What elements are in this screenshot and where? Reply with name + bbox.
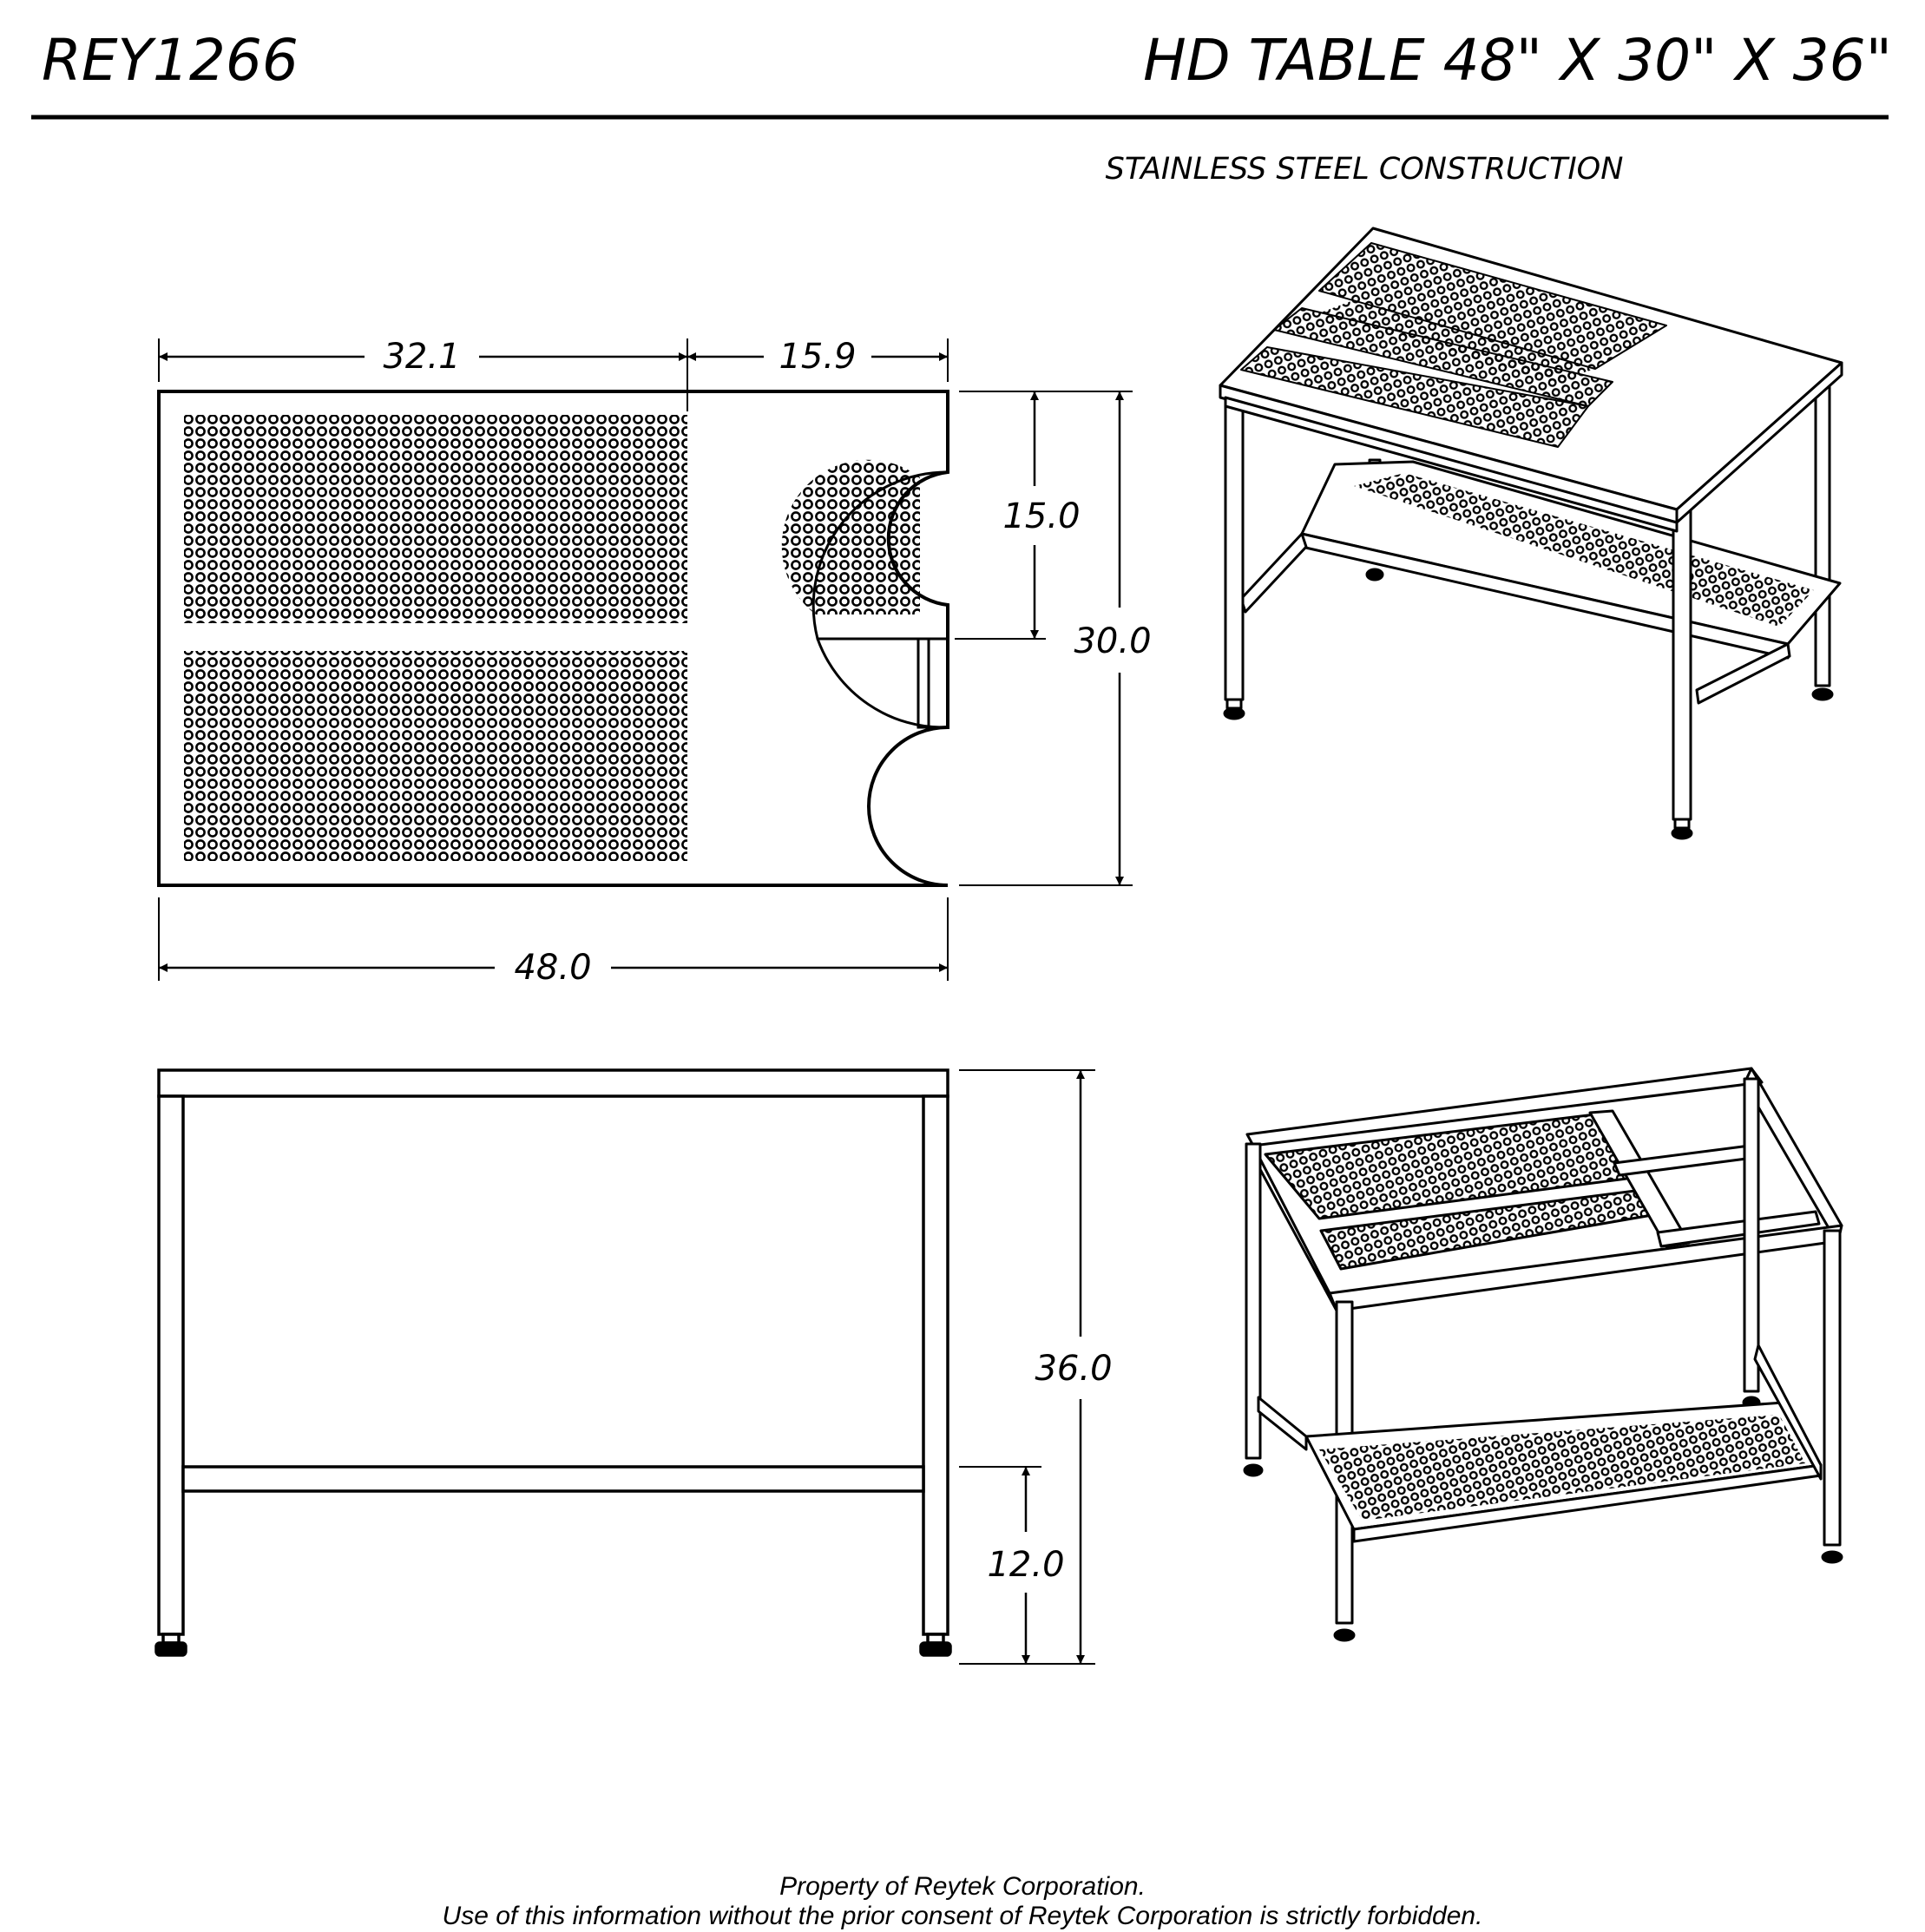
- iso2-leg-back-right: [1744, 1079, 1758, 1391]
- dim-overall-depth: 30.0: [1074, 621, 1152, 661]
- dim-overall-height: 36.0: [1035, 1349, 1113, 1389]
- footer-legal-line: Use of this information without the prior consent of Reytek Corporation is strictly forbidden.: [442, 1902, 1483, 1930]
- iso1-front-leg-left: [1225, 389, 1243, 700]
- front-leg-right: [923, 1096, 948, 1634]
- iso2-leg-front-right: [1824, 1231, 1840, 1545]
- front-tabletop: [159, 1070, 948, 1096]
- dim-perforated-length: 32.1: [383, 337, 461, 377]
- iso1-side-rail-right: [1697, 644, 1790, 703]
- iso2-lower-rail-left: [1258, 1397, 1306, 1449]
- top-view: [159, 391, 948, 885]
- material-note: STAINLESS STEEL CONSTRUCTION: [1105, 152, 1624, 187]
- front-leg-left: [159, 1096, 183, 1634]
- perforated-zone-upper: [184, 415, 687, 623]
- dim-cutout-depth: 15.0: [1002, 496, 1081, 536]
- front-view-dimensions: [959, 1070, 1113, 1664]
- perforated-zone-lower: [184, 651, 687, 861]
- dim-cutout-length: 15.9: [779, 337, 857, 377]
- isometric-view-upper: [1220, 228, 1842, 838]
- dim-shelf-height: 12.0: [987, 1545, 1065, 1585]
- front-view: [156, 1070, 950, 1655]
- iso1-front-leg-right: [1673, 505, 1691, 819]
- iso1-side-rail-left: [1241, 534, 1306, 612]
- footer-property-line: Property of Reytek Corporation.: [779, 1872, 1146, 1901]
- part-number: REY1266: [42, 27, 299, 94]
- iso1-rear-leg-right: [1816, 373, 1830, 686]
- drawing-title: HD TABLE 48" X 30" X 36": [1143, 27, 1892, 94]
- leveler-foot-left: [156, 1643, 186, 1655]
- front-shelf-rail: [183, 1467, 923, 1491]
- leveler-foot-right: [921, 1643, 950, 1655]
- isometric-view-lower: [1245, 1068, 1842, 1640]
- dim-overall-length: 48.0: [514, 948, 592, 988]
